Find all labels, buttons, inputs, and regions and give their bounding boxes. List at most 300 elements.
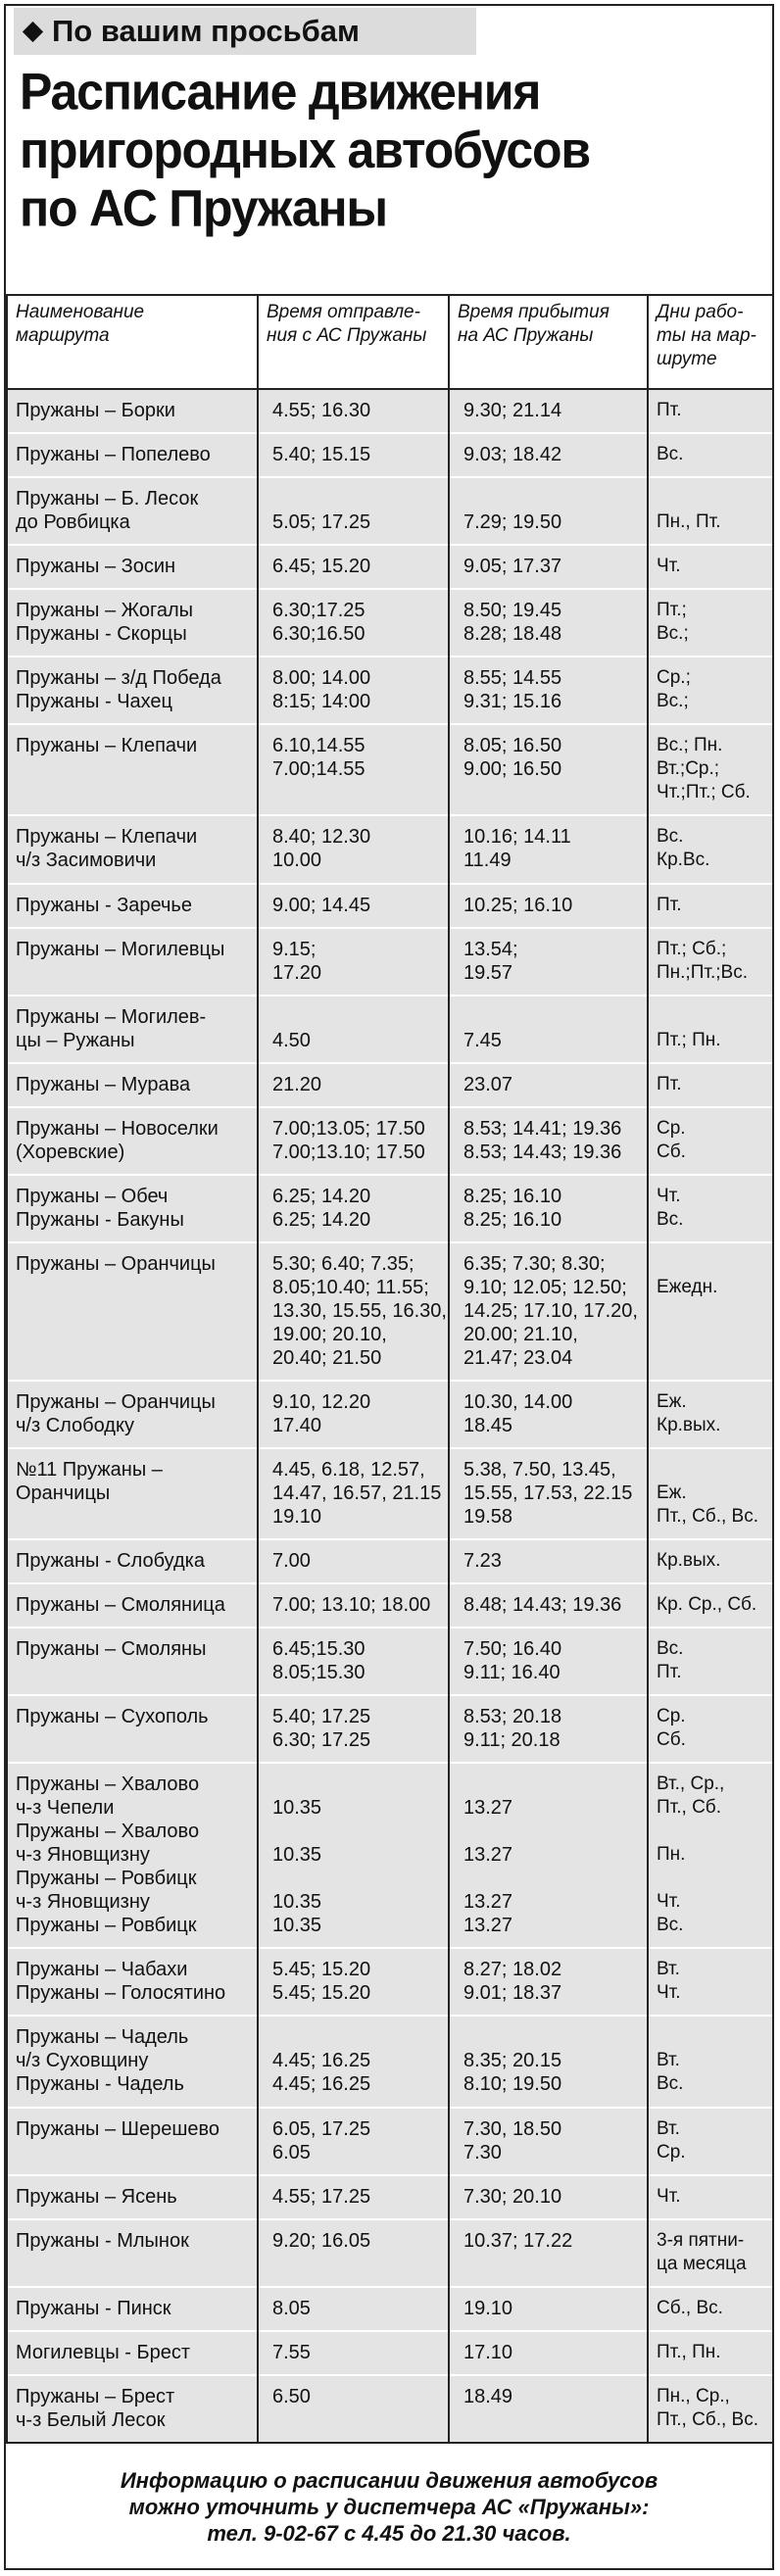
cell-line bbox=[272, 2025, 440, 2049]
days-cell bbox=[648, 2016, 773, 2107]
cell-line: 10.35 bbox=[272, 1797, 322, 1820]
arrival-cell bbox=[449, 389, 648, 433]
cell-line: 6.25; 14.20 bbox=[272, 1185, 371, 1207]
cell-line: 7.30, 18.50 bbox=[463, 2117, 562, 2140]
cell-line: Пт. bbox=[657, 894, 682, 915]
route-cell bbox=[7, 545, 258, 589]
cell-line: Вт.;Ср.; bbox=[657, 758, 720, 780]
days-cell bbox=[648, 545, 773, 589]
cell-line: 9.00; 16.50 bbox=[463, 758, 562, 781]
route-cell bbox=[7, 389, 258, 433]
departure-cell bbox=[258, 2175, 449, 2219]
cell-line: Чт. bbox=[657, 1185, 681, 1206]
cell-line: 4.45, 6.18, 12.57, bbox=[272, 1459, 425, 1481]
departure-cell bbox=[258, 656, 449, 724]
table-row bbox=[7, 996, 773, 1063]
cell-line bbox=[272, 1820, 440, 1843]
cell-line: 11.49 bbox=[463, 850, 512, 872]
arrival-cell bbox=[449, 1583, 648, 1628]
route-cell bbox=[7, 928, 258, 996]
cell-line: 7.00 bbox=[272, 1550, 311, 1573]
arrival-cell bbox=[449, 1381, 648, 1448]
cell-line: 6.05, 17.25 bbox=[272, 2117, 371, 2140]
table-row bbox=[7, 2016, 773, 2107]
arrival-cell bbox=[449, 656, 648, 724]
cell-line: Еж. bbox=[657, 1482, 687, 1503]
departure-cell bbox=[258, 433, 449, 477]
schedule-table bbox=[6, 294, 774, 2442]
cell-line: 8:15; 14:00 bbox=[272, 691, 371, 713]
cell-line: ч/з Суховщину bbox=[16, 2050, 149, 2072]
cell-line: Пружаны – Ясень bbox=[16, 2185, 177, 2208]
header-line: Время отправле- bbox=[267, 302, 420, 322]
title-line: по АС Пружаны bbox=[20, 178, 387, 238]
cell-line: 14.25; 17.10, 17.20, bbox=[463, 1299, 638, 1322]
table-row bbox=[7, 656, 773, 724]
cell-line: Пружаны – Смоляница bbox=[16, 1594, 225, 1617]
cell-line: Пружаны - Чахец bbox=[16, 691, 172, 713]
days-cell bbox=[648, 1063, 773, 1107]
days-cell bbox=[648, 996, 773, 1063]
cell-line: 9.10, 12.20 bbox=[272, 1390, 371, 1413]
cell-line: Пружаны – Шерешево bbox=[16, 2117, 220, 2140]
cell-line: ч-з Яновщизну bbox=[16, 1891, 150, 1914]
cell-line: Пружаны - Заречье bbox=[16, 894, 192, 916]
days-cell bbox=[648, 389, 773, 433]
cell-line: ч-з Яновщизну bbox=[16, 1844, 150, 1867]
departure-cell bbox=[258, 815, 449, 883]
cell-line: 5.45; 15.20 bbox=[272, 1982, 371, 2005]
route-cell bbox=[7, 1695, 258, 1763]
cell-line: Пружаны – Оранчицы bbox=[16, 1390, 216, 1413]
route-cell bbox=[7, 1175, 258, 1242]
days-cell bbox=[648, 1948, 773, 2016]
departure-cell bbox=[258, 2331, 449, 2375]
cell-line: Пт., Сб., Вс. bbox=[657, 2408, 758, 2430]
cell-line: 13.27 bbox=[463, 1891, 513, 1914]
cell-line: Пружаны – Оранчицы bbox=[16, 1252, 216, 1275]
arrival-cell bbox=[449, 1063, 648, 1107]
cell-line: 17.40 bbox=[272, 1414, 322, 1436]
cell-line: 8.25; 16.10 bbox=[463, 1208, 562, 1231]
days-cell bbox=[648, 884, 773, 928]
cell-line: 18.49 bbox=[463, 2385, 513, 2407]
cell-line: 8.25; 16.10 bbox=[463, 1185, 562, 1207]
route-cell bbox=[7, 2331, 258, 2375]
cell-line: 9.11; 20.18 bbox=[463, 1729, 561, 1752]
header-arrival bbox=[449, 295, 648, 389]
arrival-cell bbox=[449, 996, 648, 1063]
title-line: пригородных автобусов bbox=[20, 121, 590, 179]
cell-line: Сб. bbox=[657, 1729, 686, 1751]
route-cell bbox=[7, 1107, 258, 1175]
arrival-cell bbox=[449, 1695, 648, 1763]
cell-line: Пружаны – Хвалово bbox=[16, 1821, 200, 1843]
days-cell bbox=[648, 1242, 773, 1381]
days-cell bbox=[648, 2287, 773, 2331]
departure-cell bbox=[258, 2375, 449, 2442]
route-cell bbox=[7, 1539, 258, 1583]
table-row bbox=[7, 815, 773, 883]
route-cell bbox=[7, 1583, 258, 1628]
cell-line: ч/з Засимовичи bbox=[16, 850, 157, 872]
cell-line: 10.25; 16.10 bbox=[463, 894, 573, 916]
cell-line: 10.00 bbox=[272, 850, 322, 872]
table-row bbox=[7, 2331, 773, 2375]
cell-line bbox=[463, 1773, 639, 1796]
cell-line: Вс.; bbox=[657, 691, 689, 712]
header-line: ты на мар- bbox=[657, 325, 756, 346]
cell-line: Вс. bbox=[657, 1915, 684, 1936]
route-cell bbox=[7, 2016, 258, 2107]
cell-line: 7.50; 16.40 bbox=[463, 1638, 562, 1661]
days-cell bbox=[648, 1448, 773, 1539]
cell-line: 15.55, 17.53, 22.15 bbox=[463, 1482, 633, 1504]
route-cell bbox=[7, 1063, 258, 1107]
arrival-cell bbox=[449, 2375, 648, 2442]
cell-line bbox=[657, 487, 768, 510]
cell-line: Пружаны – Голосятино bbox=[16, 1982, 226, 2005]
cell-line: 6.30;16.50 bbox=[272, 623, 366, 646]
days-cell bbox=[648, 2219, 773, 2287]
departure-cell bbox=[258, 1583, 449, 1628]
route-cell bbox=[7, 2175, 258, 2219]
cell-line: 8.40; 12.30 bbox=[272, 826, 371, 849]
cell-line bbox=[657, 1820, 768, 1843]
cell-line: Вс.; Пн. bbox=[657, 735, 723, 756]
cell-line: 10.35 bbox=[272, 1891, 322, 1914]
arrival-cell bbox=[449, 1539, 648, 1583]
table-row bbox=[7, 2219, 773, 2287]
cell-line: Пружаны – Хвалово bbox=[16, 1774, 200, 1796]
cell-line: 7.00;14.55 bbox=[272, 758, 366, 781]
cell-line: 8.53; 14.41; 19.36 bbox=[463, 1117, 622, 1140]
cell-line: Пт. bbox=[657, 400, 682, 420]
cell-line: 8.35; 20.15 bbox=[463, 2050, 562, 2072]
table-row bbox=[7, 2375, 773, 2442]
days-cell bbox=[648, 1583, 773, 1628]
arrival-cell bbox=[449, 545, 648, 589]
cell-line: Пружаны – Сухополь bbox=[16, 1706, 209, 1728]
table-row bbox=[7, 1763, 773, 1948]
days-cell bbox=[648, 928, 773, 996]
cell-line: 7.00;13.05; 17.50 bbox=[272, 1117, 425, 1140]
cell-line: 8.05;10.40; 11.55; bbox=[272, 1276, 429, 1298]
table-row bbox=[7, 433, 773, 477]
table-row bbox=[7, 928, 773, 996]
cell-line: Пт. bbox=[657, 1073, 682, 1094]
route-cell bbox=[7, 1628, 258, 1695]
cell-line: Чт. bbox=[657, 1891, 681, 1913]
cell-line: Пружаны – Чабахи bbox=[16, 1959, 188, 1981]
header-line: маршрута bbox=[16, 325, 110, 346]
table-row bbox=[7, 545, 773, 589]
departure-cell bbox=[258, 1063, 449, 1107]
cell-line: 23.07 bbox=[463, 1073, 513, 1095]
cell-line: 18.45 bbox=[463, 1414, 513, 1436]
cell-line: 4.55; 16.30 bbox=[272, 400, 371, 421]
header-line: на АС Пружаны bbox=[458, 325, 594, 346]
cell-line: ч-з Чепели bbox=[16, 1797, 115, 1820]
cell-line: 7.00; 13.10; 18.00 bbox=[272, 1594, 431, 1617]
route-cell bbox=[7, 477, 258, 545]
route-cell bbox=[7, 884, 258, 928]
table-row bbox=[7, 1063, 773, 1107]
days-cell bbox=[648, 1175, 773, 1242]
table-row bbox=[7, 477, 773, 545]
cell-line: 8.10; 19.50 bbox=[463, 2073, 562, 2096]
cell-line: Еж. bbox=[657, 1390, 687, 1412]
cell-line: (Хоревские) bbox=[16, 1141, 125, 1163]
arrival-cell bbox=[449, 1107, 648, 1175]
header-line: Время прибытия bbox=[458, 302, 609, 322]
days-cell bbox=[648, 2375, 773, 2442]
header-line: Наименование bbox=[16, 302, 145, 322]
footer-line: Информацию о расписании движения автобусов bbox=[120, 2468, 658, 2493]
cell-line: 14.47, 16.57, 21.15 bbox=[272, 1482, 442, 1504]
cell-line: Вс. bbox=[657, 2073, 684, 2095]
footer-line: тел. 9-02-67 с 4.45 до 21.30 часов. bbox=[207, 2521, 571, 2546]
cell-line: 9.10; 12.05; 12.50; bbox=[463, 1276, 627, 1298]
cell-line: 6.50 bbox=[272, 2385, 311, 2407]
cell-line: 6.35; 7.30; 8.30; bbox=[463, 1252, 606, 1275]
cell-line: 7.23 bbox=[463, 1550, 502, 1573]
cell-line: 8.50; 19.45 bbox=[463, 600, 562, 622]
days-cell bbox=[648, 1695, 773, 1763]
cell-line: Пн.;Пт.;Вс. bbox=[657, 961, 748, 983]
arrival-cell bbox=[449, 1948, 648, 2016]
cell-line: 5.38, 7.50, 13.45, bbox=[463, 1459, 616, 1481]
cell-line bbox=[657, 1458, 768, 1482]
cell-line: 7.29; 19.50 bbox=[463, 511, 562, 534]
departure-cell bbox=[258, 1948, 449, 2016]
cell-line: 8.05;15.30 bbox=[272, 1662, 366, 1684]
cell-line: Вс.; bbox=[657, 623, 689, 645]
cell-line bbox=[272, 487, 440, 510]
departure-cell bbox=[258, 1381, 449, 1448]
departure-cell bbox=[258, 545, 449, 589]
cell-line: Ежедн. bbox=[657, 1276, 718, 1297]
cell-line: 8.55; 14.55 bbox=[463, 667, 562, 690]
page-title bbox=[20, 63, 725, 237]
route-cell bbox=[7, 815, 258, 883]
table-row bbox=[7, 1583, 773, 1628]
days-cell bbox=[648, 656, 773, 724]
cell-line bbox=[272, 1773, 440, 1796]
cell-line: 3-я пятни- bbox=[657, 2229, 745, 2251]
days-cell bbox=[648, 1628, 773, 1695]
departure-cell bbox=[258, 1539, 449, 1583]
cell-line: 6.30;17.25 bbox=[272, 600, 366, 622]
cell-line: Вс. bbox=[657, 826, 684, 848]
cell-line: Пт. bbox=[657, 1662, 682, 1683]
arrival-cell bbox=[449, 589, 648, 656]
cell-line: Пружаны – Смоляны bbox=[16, 1638, 207, 1661]
arrival-cell bbox=[449, 2287, 648, 2331]
cell-line: 4.45; 16.25 bbox=[272, 2050, 371, 2072]
cell-line: до Ровбицка bbox=[16, 511, 130, 534]
cell-line: Пт., Сб. bbox=[657, 1797, 721, 1819]
departure-cell bbox=[258, 1628, 449, 1695]
cell-line: Вс. bbox=[657, 444, 684, 465]
days-cell bbox=[648, 815, 773, 883]
cell-line: 8.05 bbox=[272, 2297, 311, 2319]
cell-line: 9.05; 17.37 bbox=[463, 556, 562, 578]
cell-line bbox=[463, 1005, 639, 1029]
cell-line: Пн., Ср., bbox=[657, 2385, 730, 2406]
route-cell bbox=[7, 1763, 258, 1948]
cell-line: 5.05; 17.25 bbox=[272, 511, 371, 534]
cell-line: Вт. bbox=[657, 2117, 680, 2139]
cell-line: Чт. bbox=[657, 556, 681, 577]
route-cell bbox=[7, 2287, 258, 2331]
arrival-cell bbox=[449, 1763, 648, 1948]
departure-cell bbox=[258, 1763, 449, 1948]
cell-line: ч-з Белый Лесок bbox=[16, 2408, 166, 2431]
cell-line: Пт.; Пн. bbox=[657, 1029, 721, 1050]
arrival-cell bbox=[449, 477, 648, 545]
departure-cell bbox=[258, 2219, 449, 2287]
arrival-cell bbox=[449, 1448, 648, 1539]
cell-line bbox=[463, 487, 639, 510]
cell-line: 9.15; bbox=[272, 938, 317, 960]
header-route bbox=[7, 295, 258, 389]
cell-line: 13.27 bbox=[463, 1915, 513, 1937]
cell-line: Пружаны – Могилевцы bbox=[16, 938, 225, 960]
title-line: Расписание движения bbox=[20, 63, 541, 122]
cell-line bbox=[657, 2025, 768, 2049]
table-row bbox=[7, 1381, 773, 1448]
days-cell bbox=[648, 1539, 773, 1583]
cell-line: 10.30, 14.00 bbox=[463, 1390, 573, 1413]
cell-line: Кр.вых. bbox=[657, 1414, 721, 1435]
cell-line: 7.00;13.10; 17.50 bbox=[272, 1141, 425, 1163]
cell-line: 9.03; 18.42 bbox=[463, 444, 562, 466]
schedule-body bbox=[7, 389, 773, 2442]
cell-line: 10.35 bbox=[272, 1844, 322, 1867]
route-cell bbox=[7, 1948, 258, 2016]
cell-line: 21.47; 23.04 bbox=[463, 1346, 573, 1369]
cell-line: Сб. bbox=[657, 1141, 686, 1162]
cell-line: Пт., Сб., Вс. bbox=[657, 1506, 758, 1527]
cell-line: 6.30; 17.25 bbox=[272, 1729, 371, 1752]
table-row bbox=[7, 589, 773, 656]
table-row bbox=[7, 389, 773, 433]
header-departure bbox=[258, 295, 449, 389]
cell-line: ца месяца bbox=[657, 2253, 747, 2274]
cell-line bbox=[657, 1005, 768, 1029]
cell-line: Пт.; bbox=[657, 600, 687, 621]
cell-line bbox=[657, 1252, 768, 1276]
footer-info bbox=[6, 2442, 772, 2563]
cell-line: 10.37; 17.22 bbox=[463, 2229, 573, 2252]
cell-line bbox=[463, 1820, 639, 1843]
cell-line: 8.28; 18.48 bbox=[463, 623, 562, 646]
cell-line: 5.40; 15.15 bbox=[272, 444, 371, 466]
cell-line: 9.11; 16.40 bbox=[463, 1662, 561, 1684]
cell-line: 5.40; 17.25 bbox=[272, 1706, 371, 1728]
cell-line: 13.54; bbox=[463, 938, 518, 960]
route-cell bbox=[7, 2219, 258, 2287]
cell-line: 8.48; 14.43; 19.36 bbox=[463, 1594, 622, 1617]
arrival-cell bbox=[449, 2219, 648, 2287]
cell-line: 8.53; 14.43; 19.36 bbox=[463, 1141, 622, 1163]
arrival-cell bbox=[449, 724, 648, 815]
cell-line: 6.10,14.55 bbox=[272, 735, 366, 757]
cell-line: Пружаны - Слобудка bbox=[16, 1550, 205, 1573]
cell-line: 13.27 bbox=[463, 1844, 513, 1867]
days-cell bbox=[648, 724, 773, 815]
cell-line: Ср.; bbox=[657, 667, 691, 689]
cell-line: 6.25; 14.20 bbox=[272, 1208, 371, 1231]
table-row bbox=[7, 1242, 773, 1381]
days-cell bbox=[648, 2108, 773, 2175]
diamond-bullet-icon bbox=[23, 21, 43, 41]
cell-line: 20.00; 21.10, bbox=[463, 1323, 578, 1345]
arrival-cell bbox=[449, 2108, 648, 2175]
header-days bbox=[648, 295, 773, 389]
arrival-cell bbox=[449, 884, 648, 928]
cell-line: ч/з Слободку bbox=[16, 1414, 134, 1436]
cell-line: 10.35 bbox=[272, 1915, 322, 1937]
days-cell bbox=[648, 433, 773, 477]
arrival-cell bbox=[449, 1628, 648, 1695]
cell-line: 9.30; 21.14 bbox=[463, 400, 562, 421]
cell-line: Пт.; Сб.; bbox=[657, 938, 727, 959]
cell-line: Ср. bbox=[657, 1706, 686, 1727]
cell-line: Чт. bbox=[657, 1982, 681, 2004]
table-row bbox=[7, 884, 773, 928]
cell-line: Пружаны – Новоселки bbox=[16, 1117, 219, 1140]
departure-cell bbox=[258, 1107, 449, 1175]
cell-line: 8.53; 20.18 bbox=[463, 1706, 562, 1728]
header-line: шруте bbox=[657, 349, 717, 369]
table-row bbox=[7, 1695, 773, 1763]
cell-line: 5.30; 6.40; 7.35; bbox=[272, 1252, 414, 1275]
rubric-text: По вашим просьбам bbox=[52, 14, 360, 48]
days-cell bbox=[648, 2175, 773, 2219]
table-row bbox=[7, 2287, 773, 2331]
cell-line: 19.10 bbox=[463, 2297, 513, 2319]
cell-line bbox=[657, 1867, 768, 1890]
cell-line: 19.57 bbox=[463, 961, 513, 984]
cell-line: 19.10 bbox=[272, 1506, 322, 1528]
cell-line: Сб., Вс. bbox=[657, 2297, 723, 2318]
cell-line: Пружаны - Скорцы bbox=[16, 623, 187, 646]
cell-line: 7.30; 20.10 bbox=[463, 2185, 562, 2208]
rubric-label bbox=[14, 8, 476, 55]
cell-line: 6.45; 15.20 bbox=[272, 556, 371, 578]
cell-line: Пн., Пт. bbox=[657, 511, 721, 533]
route-cell bbox=[7, 589, 258, 656]
departure-cell bbox=[258, 477, 449, 545]
arrival-cell bbox=[449, 2331, 648, 2375]
table-row bbox=[7, 2175, 773, 2219]
departure-cell bbox=[258, 724, 449, 815]
cell-line: 13.30, 15.55, 16.30, bbox=[272, 1299, 447, 1322]
departure-cell bbox=[258, 2287, 449, 2331]
departure-cell bbox=[258, 1175, 449, 1242]
cell-line: Пружаны – Жогалы bbox=[16, 600, 194, 622]
cell-line: Вт., Ср., bbox=[657, 1774, 725, 1795]
cell-line: Вс. bbox=[657, 1638, 684, 1660]
cell-line bbox=[272, 1867, 440, 1890]
arrival-cell bbox=[449, 1242, 648, 1381]
cell-line: 9.20; 16.05 bbox=[272, 2229, 371, 2252]
departure-cell bbox=[258, 996, 449, 1063]
departure-cell bbox=[258, 2108, 449, 2175]
cell-line: Пт., Пн. bbox=[657, 2341, 721, 2362]
